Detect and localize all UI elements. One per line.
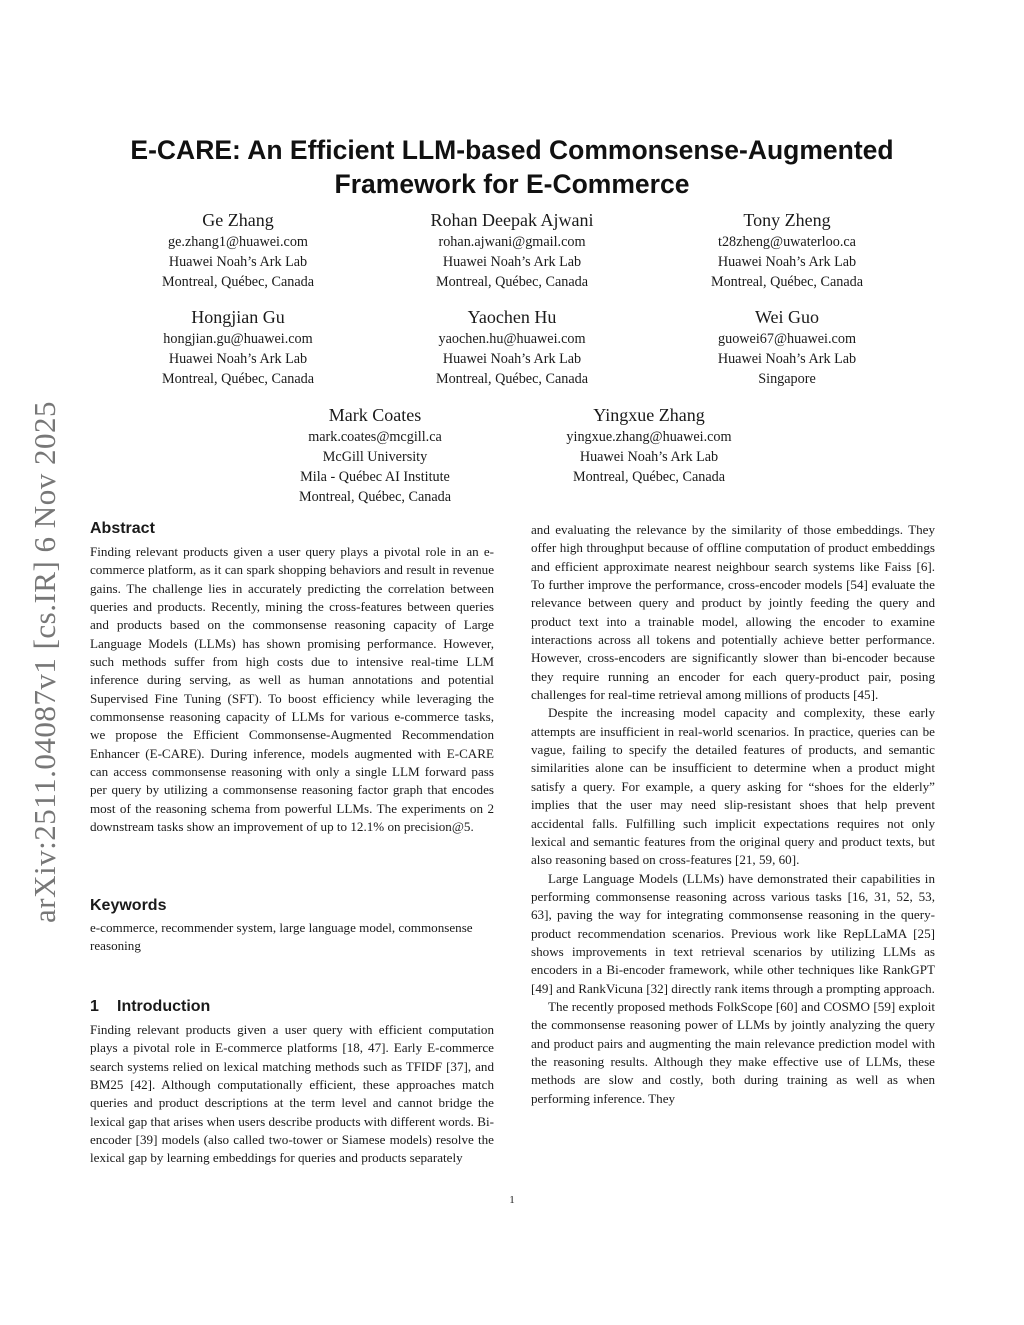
abstract-text: Finding relevant products given a user query plays a pivotal role in an e-commerce platform, as it can spark shopping behaviors and result in revenue gains. The challenge lies in accurately predicting the correlation between queries and products. Recently, mining the cross-features between queries and products based on the commonsense reasoning capacity of Large Language Models (LLMs) has shown promising performance. However, such methods suffer from high costs due to intensive real-time LLM inference during serving, as well as human annotations and potential Supervised Fine Tuning (SFT). To boost efficiency while leveraging the commonsense reasoning capacity of LLMs for various e-commerce tasks, we propose the Efficient Commonsense-Augmented Recommendation Enhancer (E-CARE). During inference, models augmented with E-CARE can access commonsense reasoning with only a single LLM forward pass per query by utilizing a commonsense reasoning factor graph that encodes most of the reasoning schema from powerful LLMs. The experiments on 2 downstream tasks show an improvement of up to 12.1% on precision@5. (90, 544, 494, 835)
intro-paragraph-1: Finding relevant products given a user query with efficient computation plays a pivotal role in E-commerce platforms [18, 47]. Early E-commerce search systems relied on lexical matching methods such as TFIDF [37], and BM25 [42]. Although computationally efficient, these approaches match queries and product descriptions at the term level and cannot bridge the lexical gap that arises when users describe products with different words. Bi-encoder [39] models (also called two-tower or Siamese models) resolve the lexical gap by learning embeddings for queries and products separately (90, 1022, 494, 1166)
author-name: Hongjian Gu (191, 307, 285, 327)
right-column-text (531, 521, 935, 1108)
author-affiliation: Huawei Noah’s Ark Lab (168, 351, 308, 367)
arxiv-identifier: arXiv:2511.04087v1 [cs.IR] 6 Nov 2025 (27, 401, 62, 923)
author-block (637, 209, 937, 292)
abstract-heading: Abstract (90, 520, 155, 537)
author-email: ge.zhang1@huawei.com (168, 234, 308, 250)
author-email: hongjian.gu@huawei.com (163, 331, 313, 347)
author-email: yaochen.hu@huawei.com (438, 331, 586, 347)
author-location: Montreal, Québec, Canada (572, 469, 726, 485)
author-email: guowei67@huawei.com (718, 331, 856, 347)
author-block (225, 404, 525, 507)
author-email: rohan.ajwani@gmail.com (438, 234, 586, 250)
intro-paragraph-5: The recently proposed methods FolkScope [60] and COSMO [59] exploit the commonsense reasoning power of LLMs by jointly analyzing the query and product pairs and augmenting the main relevance prediction model with the reasoning results. Although they make effective use of LLMs, these methods are slow and costly, both during training as well as when performing inference. They (531, 998, 935, 1106)
introduction-section (90, 997, 494, 1168)
title-line-1: E-CARE: An Efficient LLM-based Commonsense-Augmented (130, 135, 894, 165)
author-block (637, 306, 937, 389)
author-name: Tony Zheng (743, 210, 831, 230)
keywords-heading: Keywords (90, 897, 167, 914)
author-block (88, 306, 388, 389)
author-name: Wei Guo (754, 307, 820, 327)
author-name: Yingxue Zhang (593, 405, 705, 425)
section-number: 1 (90, 998, 99, 1015)
author-affiliation: McGill University (322, 449, 428, 465)
intro-paragraph-3: Despite the increasing model capacity and complexity, these early attempts are insufficient in real-world scenarios. In practice, queries can be vague, failing to specify the detailed features of products, and semantic similarities alone can be insufficient to determine when a product might satisfy a query. For example, a query asking for “shoes for the elderly” implies that the user may need slip-resistant shoes that help prevent accidental falls. Fulfilling such implicit expectations requires not only lexical and semantic features from the original query and product texts, but also reasoning based on cross-features [21, 59, 60]. (531, 705, 935, 868)
section-title: Introduction (117, 998, 211, 1015)
author-affiliation: Huawei Noah’s Ark Lab (717, 254, 857, 270)
section-heading-introduction (90, 997, 494, 1017)
author-location: Singapore (758, 371, 816, 387)
author-affiliation: Huawei Noah’s Ark Lab (168, 254, 308, 270)
intro-paragraph-2: and evaluating the relevance by the similarity of those embeddings. They offer high throughput because of offline computation of product embeddings and efficient approximate nearest neighbour search systems like Faiss [6]. To further improve the performance, cross-encoder models [54] evaluate the relevance between query and product by jointly feeding the query and product text into a trainable model, allowing the encoder to examine interactions across all tokens and potentially achieve better performance. However, cross-encoders are significantly slower than bi-encoder because they require running an encoder for each query-product pair, posing challenges for real-time retrieval among millions of products [45]. (531, 522, 935, 703)
keywords-section (90, 896, 494, 956)
author-name: Ge Zhang (202, 210, 274, 230)
author-name: Yaochen Hu (467, 307, 557, 327)
author-block (362, 306, 662, 389)
author-affiliation-2: Mila - Québec AI Institute (300, 469, 450, 485)
author-email: mark.coates@mcgill.ca (308, 429, 442, 445)
author-location: Montreal, Québec, Canada (710, 274, 864, 290)
title-line-2: Framework for E-Commerce (334, 169, 690, 199)
author-name: Rohan Deepak Ajwani (430, 210, 594, 230)
author-affiliation: Huawei Noah’s Ark Lab (717, 351, 857, 367)
page-number: 1 (509, 1194, 515, 1206)
author-location: Montreal, Québec, Canada (435, 274, 589, 290)
author-location: Montreal, Québec, Canada (161, 371, 315, 387)
author-email: yingxue.zhang@huawei.com (566, 429, 732, 445)
abstract-section (90, 519, 494, 837)
author-location: Montreal, Québec, Canada (298, 489, 452, 505)
author-location: Montreal, Québec, Canada (161, 274, 315, 290)
author-location: Montreal, Québec, Canada (435, 371, 589, 387)
author-affiliation: Huawei Noah’s Ark Lab (442, 254, 582, 270)
author-block (362, 209, 662, 292)
author-email: t28zheng@uwaterloo.ca (718, 234, 856, 250)
intro-paragraph-4: Large Language Models (LLMs) have demonstrated their capabilities in performing commonsense reasoning across various tasks [16, 31, 52, 53, 63], paving the way for integrating commonsense reasoning in the query-product recommendation scenarios. Previous work like RepLLaMA [25] shows improvements in text retrieval scenarios by utilizing LLMs as encoders in a Bi-encoder framework, while other techniques like RankGPT [49] and RankVicuna [32] directly rank items through a prompting approach. (531, 870, 935, 996)
author-block (88, 209, 388, 292)
author-name: Mark Coates (328, 405, 422, 425)
paper-title (0, 133, 1024, 201)
author-affiliation: Huawei Noah’s Ark Lab (579, 449, 719, 465)
author-block (499, 404, 799, 487)
author-affiliation: Huawei Noah’s Ark Lab (442, 351, 582, 367)
keywords-text: e-commerce, recommender system, large language model, commonsense reasoning (90, 920, 473, 954)
